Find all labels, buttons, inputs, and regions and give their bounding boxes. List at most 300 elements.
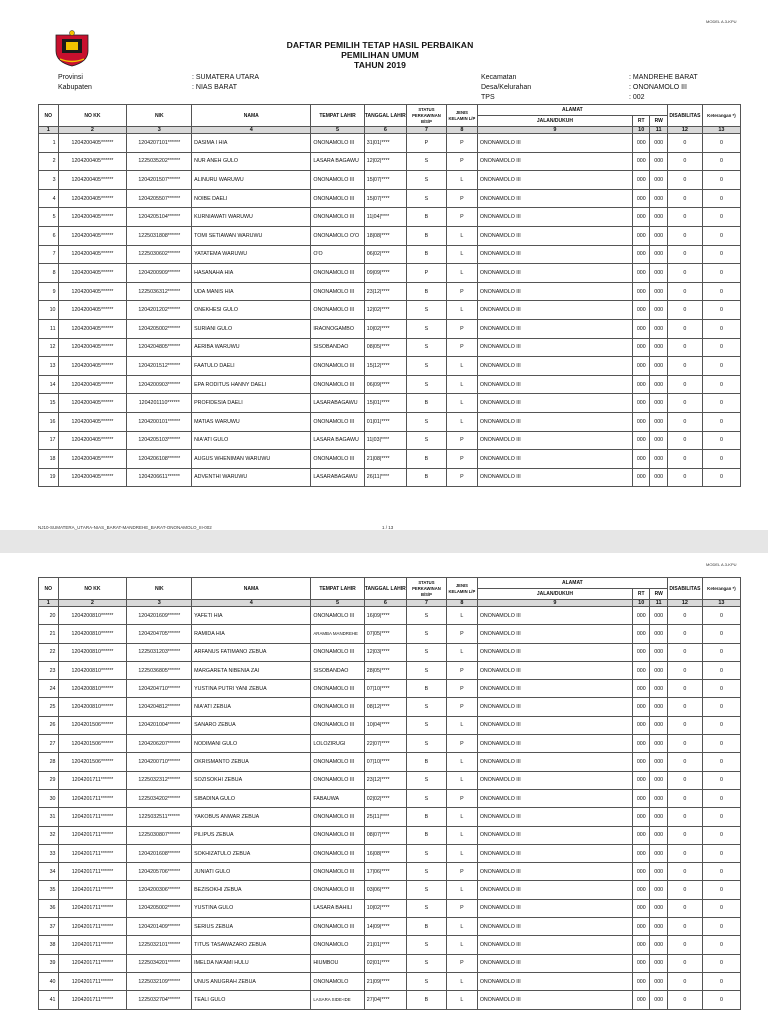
- table-row: [39, 735, 741, 753]
- no-kk-cell: 1204200405******: [58, 264, 127, 283]
- jalan-dukuh-cell: ONONAMOLO III: [477, 208, 632, 227]
- status-perkawinan-cell: S: [406, 338, 446, 357]
- row-no-cell: 36: [39, 899, 59, 917]
- header-no-kk: NO KK: [58, 578, 127, 600]
- disabilitas-cell: 0: [667, 918, 702, 936]
- tanggal-lahir-cell: 16|09|****: [364, 607, 406, 625]
- no-kk-cell: 1204200405******: [58, 171, 127, 190]
- column-number-row: [39, 127, 741, 134]
- jenis-kelamin-cell: L: [446, 412, 477, 431]
- status-perkawinan-cell: S: [406, 607, 446, 625]
- status-perkawinan-cell: B: [406, 468, 446, 487]
- status-perkawinan-cell: S: [406, 881, 446, 899]
- disabilitas-cell: 0: [667, 152, 702, 171]
- rw-cell: 000: [650, 936, 667, 954]
- jalan-dukuh-cell: ONONAMOLO III: [477, 264, 632, 283]
- no-kk-cell: 1204201506******: [58, 753, 127, 771]
- tempat-lahir-cell: ONONAMOLO III: [311, 208, 364, 227]
- keterangan-cell: 0: [702, 375, 740, 394]
- no-kk-cell: 1204200405******: [58, 134, 127, 153]
- no-kk-cell: 1204201711******: [58, 954, 127, 972]
- voter-rows: [39, 607, 741, 1010]
- status-perkawinan-cell: S: [406, 431, 446, 450]
- table-row: [39, 991, 741, 1009]
- jenis-kelamin-cell: L: [446, 753, 477, 771]
- rt-cell: 000: [633, 826, 650, 844]
- no-kk-cell: 1204201711******: [58, 899, 127, 917]
- nama-cell: FAATULO DAELI: [192, 357, 311, 376]
- rt-cell: 000: [633, 394, 650, 413]
- table-row: [39, 643, 741, 661]
- nik-cell: 1204200306******: [127, 881, 192, 899]
- jenis-kelamin-cell: P: [446, 789, 477, 807]
- row-no-cell: 10: [39, 301, 59, 320]
- jalan-dukuh-cell: ONONAMOLO III: [477, 394, 632, 413]
- row-no-cell: 4: [39, 189, 59, 208]
- status-perkawinan-cell: S: [406, 625, 446, 643]
- table-row: [39, 716, 741, 734]
- rt-cell: 000: [633, 771, 650, 789]
- tanggal-lahir-cell: 12|03|****: [364, 643, 406, 661]
- rt-cell: 000: [633, 698, 650, 716]
- disabilitas-cell: 0: [667, 625, 702, 643]
- jalan-dukuh-cell: ONONAMOLO III: [477, 245, 632, 264]
- tempat-lahir-cell: ONONAMOLO III: [311, 282, 364, 301]
- tanggal-lahir-cell: 08|05|****: [364, 338, 406, 357]
- tempat-lahir-cell: LASARA BAGAWU: [311, 431, 364, 450]
- rt-cell: 000: [633, 412, 650, 431]
- row-no-cell: 22: [39, 643, 59, 661]
- column-number: 3: [127, 127, 192, 134]
- disabilitas-cell: 0: [667, 936, 702, 954]
- row-no-cell: 3: [39, 171, 59, 190]
- rw-cell: 000: [650, 282, 667, 301]
- jalan-dukuh-cell: ONONAMOLO III: [477, 189, 632, 208]
- header-tempat-lahir: TEMPAT LAHIR: [311, 105, 364, 127]
- jenis-kelamin-cell: L: [446, 844, 477, 862]
- jalan-dukuh-cell: ONONAMOLO III: [477, 954, 632, 972]
- row-no-cell: 11: [39, 319, 59, 338]
- tempat-lahir-cell: ONONAMOLO III: [311, 808, 364, 826]
- rw-cell: 000: [650, 171, 667, 190]
- table-row: [39, 319, 741, 338]
- header-rw: RW: [650, 116, 667, 127]
- rw-cell: 000: [650, 771, 667, 789]
- no-kk-cell: 1204200405******: [58, 450, 127, 469]
- meta-value: : ONONAMOLO III: [629, 84, 687, 91]
- keterangan-cell: 0: [702, 844, 740, 862]
- voter-table: [38, 104, 741, 487]
- keterangan-cell: 0: [702, 991, 740, 1009]
- status-perkawinan-cell: S: [406, 357, 446, 376]
- tempat-lahir-cell: ARAMBA MANDREHE: [311, 625, 364, 643]
- table-row: [39, 468, 741, 487]
- tanggal-lahir-cell: 07|10|****: [364, 680, 406, 698]
- nik-cell: 1204201609******: [127, 607, 192, 625]
- tanggal-lahir-cell: 15|01|****: [364, 394, 406, 413]
- rt-cell: 000: [633, 991, 650, 1009]
- meta-left: [58, 73, 358, 95]
- jalan-dukuh-cell: ONONAMOLO III: [477, 844, 632, 862]
- keterangan-cell: 0: [702, 643, 740, 661]
- rt-cell: 000: [633, 319, 650, 338]
- tanggal-lahir-cell: 21|01|****: [364, 936, 406, 954]
- status-perkawinan-cell: S: [406, 412, 446, 431]
- status-perkawinan-cell: S: [406, 789, 446, 807]
- header-jalan: JALAN/DUKUH: [477, 116, 632, 127]
- nik-cell: 1204205103******: [127, 431, 192, 450]
- jenis-kelamin-cell: L: [446, 171, 477, 190]
- rw-cell: 000: [650, 625, 667, 643]
- rw-cell: 000: [650, 918, 667, 936]
- table-row: [39, 680, 741, 698]
- no-kk-cell: 1204200810******: [58, 680, 127, 698]
- column-number: 12: [667, 127, 702, 134]
- disabilitas-cell: 0: [667, 394, 702, 413]
- jenis-kelamin-cell: L: [446, 771, 477, 789]
- row-no-cell: 27: [39, 735, 59, 753]
- no-kk-cell: 1204200405******: [58, 394, 127, 413]
- rt-cell: 000: [633, 301, 650, 320]
- keterangan-cell: 0: [702, 753, 740, 771]
- nama-cell: OKRISMANTO ZEBUA: [192, 753, 311, 771]
- no-kk-cell: 1204201711******: [58, 826, 127, 844]
- row-no-cell: 28: [39, 753, 59, 771]
- tanggal-lahir-cell: 28|05|****: [364, 661, 406, 679]
- meta-label: Desa/Kelurahan: [481, 84, 532, 91]
- column-number: 13: [702, 127, 740, 134]
- disabilitas-cell: 0: [667, 282, 702, 301]
- disabilitas-cell: 0: [667, 753, 702, 771]
- jenis-kelamin-cell: L: [446, 808, 477, 826]
- rt-cell: 000: [633, 450, 650, 469]
- tempat-lahir-cell: ONONAMOLO III: [311, 450, 364, 469]
- rt-cell: 000: [633, 918, 650, 936]
- row-no-cell: 1: [39, 134, 59, 153]
- meta-value: : 002: [629, 94, 645, 101]
- header-nik: NIK: [127, 105, 192, 127]
- status-perkawinan-cell: S: [406, 189, 446, 208]
- header-no: NO: [39, 105, 59, 127]
- no-kk-cell: 1204200405******: [58, 375, 127, 394]
- rt-cell: 000: [633, 661, 650, 679]
- jenis-kelamin-cell: L: [446, 991, 477, 1009]
- keterangan-cell: 0: [702, 789, 740, 807]
- rw-cell: 000: [650, 863, 667, 881]
- header-nama: NAMA: [192, 105, 311, 127]
- jenis-kelamin-cell: L: [446, 826, 477, 844]
- row-no-cell: 14: [39, 375, 59, 394]
- keterangan-cell: 0: [702, 245, 740, 264]
- nama-cell: EPA RODITUS HANNY DAELI: [192, 375, 311, 394]
- document-title: [255, 40, 505, 70]
- nik-cell: 1225034202******: [127, 789, 192, 807]
- jalan-dukuh-cell: ONONAMOLO III: [477, 972, 632, 990]
- jalan-dukuh-cell: ONONAMOLO III: [477, 753, 632, 771]
- keterangan-cell: 0: [702, 881, 740, 899]
- tempat-lahir-cell: LASARA SIDE-IDE: [311, 991, 364, 1009]
- nik-cell: 1204201110******: [127, 394, 192, 413]
- tempat-lahir-cell: LASARABAGAWU: [311, 468, 364, 487]
- nama-cell: ONEKHESI GULO: [192, 301, 311, 320]
- no-kk-cell: 1204200405******: [58, 412, 127, 431]
- no-kk-cell: 1204200405******: [58, 431, 127, 450]
- row-no-cell: 38: [39, 936, 59, 954]
- nama-cell: ADVENTHI WARUWU: [192, 468, 311, 487]
- no-kk-cell: 1204200405******: [58, 282, 127, 301]
- disabilitas-cell: 0: [667, 431, 702, 450]
- nik-cell: 1204204705******: [127, 625, 192, 643]
- rt-cell: 000: [633, 643, 650, 661]
- table-row: [39, 771, 741, 789]
- disabilitas-cell: 0: [667, 789, 702, 807]
- row-no-cell: 15: [39, 394, 59, 413]
- row-no-cell: 7: [39, 245, 59, 264]
- tanggal-lahir-cell: 18|08|****: [364, 226, 406, 245]
- table-row: [39, 357, 741, 376]
- nama-cell: SURIANI GULO: [192, 319, 311, 338]
- rw-cell: 000: [650, 245, 667, 264]
- rw-cell: 000: [650, 972, 667, 990]
- tanggal-lahir-cell: 25|11|****: [364, 808, 406, 826]
- no-kk-cell: 1204201711******: [58, 972, 127, 990]
- tempat-lahir-cell: ONONAMOLO III: [311, 771, 364, 789]
- tanggal-lahir-cell: 31|01|****: [364, 134, 406, 153]
- row-no-cell: 33: [39, 844, 59, 862]
- table-row: [39, 881, 741, 899]
- no-kk-cell: 1204201506******: [58, 716, 127, 734]
- rw-cell: 000: [650, 357, 667, 376]
- tempat-lahir-cell: ONONAMOLO III: [311, 264, 364, 283]
- rw-cell: 000: [650, 716, 667, 734]
- rw-cell: 000: [650, 789, 667, 807]
- nik-cell: 1204200903******: [127, 375, 192, 394]
- rw-cell: 000: [650, 226, 667, 245]
- header-rt: RT: [633, 116, 650, 127]
- tanggal-lahir-cell: 15|12|****: [364, 357, 406, 376]
- rw-cell: 000: [650, 954, 667, 972]
- nik-cell: 1225032101******: [127, 936, 192, 954]
- disabilitas-cell: 0: [667, 468, 702, 487]
- status-perkawinan-cell: S: [406, 319, 446, 338]
- rt-cell: 000: [633, 189, 650, 208]
- rw-cell: 000: [650, 189, 667, 208]
- status-perkawinan-cell: B: [406, 680, 446, 698]
- tanggal-lahir-cell: 21|08|****: [364, 450, 406, 469]
- status-perkawinan-cell: S: [406, 954, 446, 972]
- disabilitas-cell: 0: [667, 357, 702, 376]
- jalan-dukuh-cell: ONONAMOLO III: [477, 226, 632, 245]
- keterangan-cell: 0: [702, 468, 740, 487]
- no-kk-cell: 1204201711******: [58, 789, 127, 807]
- nik-cell: 1204206611******: [127, 468, 192, 487]
- rw-cell: 000: [650, 826, 667, 844]
- jenis-kelamin-cell: P: [446, 134, 477, 153]
- rw-cell: 000: [650, 881, 667, 899]
- row-no-cell: 40: [39, 972, 59, 990]
- table-row: [39, 450, 741, 469]
- row-no-cell: 26: [39, 716, 59, 734]
- disabilitas-cell: 0: [667, 226, 702, 245]
- jenis-kelamin-cell: P: [446, 189, 477, 208]
- nama-cell: AUGUS WHENIMAN WARUWU: [192, 450, 311, 469]
- rt-cell: 000: [633, 716, 650, 734]
- voter-table: [38, 577, 741, 1010]
- disabilitas-cell: 0: [667, 375, 702, 394]
- row-no-cell: 18: [39, 450, 59, 469]
- rt-cell: 000: [633, 808, 650, 826]
- jalan-dukuh-cell: ONONAMOLO III: [477, 319, 632, 338]
- rt-cell: 000: [633, 245, 650, 264]
- tempat-lahir-cell: ONONAMOLO III: [311, 753, 364, 771]
- tanggal-lahir-cell: 10|02|****: [364, 319, 406, 338]
- tempat-lahir-cell: ONONAMOLO III: [311, 189, 364, 208]
- no-kk-cell: 1204201711******: [58, 808, 127, 826]
- nik-cell: 1225035202******: [127, 152, 192, 171]
- title-line-3: TAHUN 2019: [354, 60, 406, 70]
- rt-cell: 000: [633, 208, 650, 227]
- rt-cell: 000: [633, 282, 650, 301]
- nama-cell: AERIBA WARUWU: [192, 338, 311, 357]
- row-no-cell: 39: [39, 954, 59, 972]
- disabilitas-cell: 0: [667, 412, 702, 431]
- rw-cell: 000: [650, 134, 667, 153]
- rt-cell: 000: [633, 171, 650, 190]
- jalan-dukuh-cell: ONONAMOLO III: [477, 881, 632, 899]
- tempat-lahir-cell: ONONAMOLO III: [311, 375, 364, 394]
- rt-cell: 000: [633, 226, 650, 245]
- jenis-kelamin-cell: L: [446, 972, 477, 990]
- header-status: STATUS PERKAWINAN B/S/P: [406, 578, 446, 600]
- meta-label: TPS: [481, 94, 495, 101]
- jalan-dukuh-cell: ONONAMOLO III: [477, 899, 632, 917]
- rw-cell: 000: [650, 375, 667, 394]
- column-number: 8: [446, 600, 477, 607]
- table-row: [39, 338, 741, 357]
- tanggal-lahir-cell: 21|09|****: [364, 972, 406, 990]
- jenis-kelamin-cell: P: [446, 450, 477, 469]
- disabilitas-cell: 0: [667, 264, 702, 283]
- jalan-dukuh-cell: ONONAMOLO III: [477, 134, 632, 153]
- status-perkawinan-cell: S: [406, 735, 446, 753]
- row-no-cell: 23: [39, 661, 59, 679]
- row-no-cell: 17: [39, 431, 59, 450]
- column-number: 11: [650, 127, 667, 134]
- jalan-dukuh-cell: ONONAMOLO III: [477, 771, 632, 789]
- model-code: MODEL A.3-KPU: [706, 19, 737, 24]
- rw-cell: 000: [650, 450, 667, 469]
- no-kk-cell: 1204200405******: [58, 357, 127, 376]
- header-no-kk: NO KK: [58, 105, 127, 127]
- rt-cell: 000: [633, 338, 650, 357]
- disabilitas-cell: 0: [667, 680, 702, 698]
- keterangan-cell: 0: [702, 826, 740, 844]
- table-row: [39, 863, 741, 881]
- nik-cell: 1225036312******: [127, 282, 192, 301]
- nama-cell: BEZISOKHI ZEBUA: [192, 881, 311, 899]
- nama-cell: RAMIDA HIA: [192, 625, 311, 643]
- meta-value: : MANDREHE BARAT: [629, 74, 698, 81]
- tanggal-lahir-cell: 26|11|****: [364, 468, 406, 487]
- table-row: [39, 394, 741, 413]
- rw-cell: 000: [650, 643, 667, 661]
- jenis-kelamin-cell: L: [446, 918, 477, 936]
- jalan-dukuh-cell: ONONAMOLO III: [477, 357, 632, 376]
- header-rw: RW: [650, 589, 667, 600]
- tempat-lahir-cell: ONONAMOLO: [311, 936, 364, 954]
- table-row: [39, 625, 741, 643]
- table-row: [39, 918, 741, 936]
- disabilitas-cell: 0: [667, 450, 702, 469]
- rw-cell: 000: [650, 412, 667, 431]
- rw-cell: 000: [650, 680, 667, 698]
- table-row: [39, 208, 741, 227]
- nik-cell: 1204201409******: [127, 918, 192, 936]
- status-perkawinan-cell: B: [406, 826, 446, 844]
- row-no-cell: 35: [39, 881, 59, 899]
- tempat-lahir-cell: FABAUWA: [311, 789, 364, 807]
- status-perkawinan-cell: S: [406, 771, 446, 789]
- jalan-dukuh-cell: ONONAMOLO III: [477, 789, 632, 807]
- jalan-dukuh-cell: ONONAMOLO III: [477, 431, 632, 450]
- nama-cell: SANARO ZEBUA: [192, 716, 311, 734]
- rw-cell: 000: [650, 208, 667, 227]
- tempat-lahir-cell: ONONAMOLO O'O: [311, 226, 364, 245]
- rw-cell: 000: [650, 319, 667, 338]
- no-kk-cell: 1204200405******: [58, 468, 127, 487]
- column-number: 8: [446, 127, 477, 134]
- disabilitas-cell: 0: [667, 643, 702, 661]
- tanggal-lahir-cell: 12|02|****: [364, 301, 406, 320]
- table-row: [39, 189, 741, 208]
- column-number: 7: [406, 127, 446, 134]
- jenis-kelamin-cell: P: [446, 152, 477, 171]
- meta-value: : NIAS BARAT: [192, 84, 237, 91]
- keterangan-cell: 0: [702, 972, 740, 990]
- rt-cell: 000: [633, 972, 650, 990]
- tanggal-lahir-cell: 03|06|****: [364, 881, 406, 899]
- tanggal-lahir-cell: 01|01|****: [364, 412, 406, 431]
- nama-cell: NIA'ATI ZEBUA: [192, 698, 311, 716]
- jenis-kelamin-cell: L: [446, 936, 477, 954]
- status-perkawinan-cell: B: [406, 808, 446, 826]
- nama-cell: YAKOBUS ANWAR ZEBUA: [192, 808, 311, 826]
- no-kk-cell: 1204200405******: [58, 319, 127, 338]
- nama-cell: ALINURU WARUWU: [192, 171, 311, 190]
- column-number-row: [39, 600, 741, 607]
- page-separator: [0, 530, 768, 553]
- tanggal-lahir-cell: 02|01|****: [364, 954, 406, 972]
- rw-cell: 000: [650, 394, 667, 413]
- nik-cell: 1204206207******: [127, 735, 192, 753]
- disabilitas-cell: 0: [667, 881, 702, 899]
- jenis-kelamin-cell: P: [446, 698, 477, 716]
- nama-cell: TEALI GULO: [192, 991, 311, 1009]
- table-row: [39, 431, 741, 450]
- column-number: 6: [364, 127, 406, 134]
- jalan-dukuh-cell: ONONAMOLO III: [477, 680, 632, 698]
- keterangan-cell: 0: [702, 661, 740, 679]
- no-kk-cell: 1204201711******: [58, 991, 127, 1009]
- meta-value: : SUMATERA UTARA: [192, 74, 260, 81]
- tempat-lahir-cell: ONONAMOLO III: [311, 412, 364, 431]
- row-no-cell: 9: [39, 282, 59, 301]
- table-row: [39, 698, 741, 716]
- column-number: 1: [39, 127, 59, 134]
- tempat-lahir-cell: SISOBANDAO: [311, 338, 364, 357]
- keterangan-cell: 0: [702, 450, 740, 469]
- no-kk-cell: 1204200405******: [58, 189, 127, 208]
